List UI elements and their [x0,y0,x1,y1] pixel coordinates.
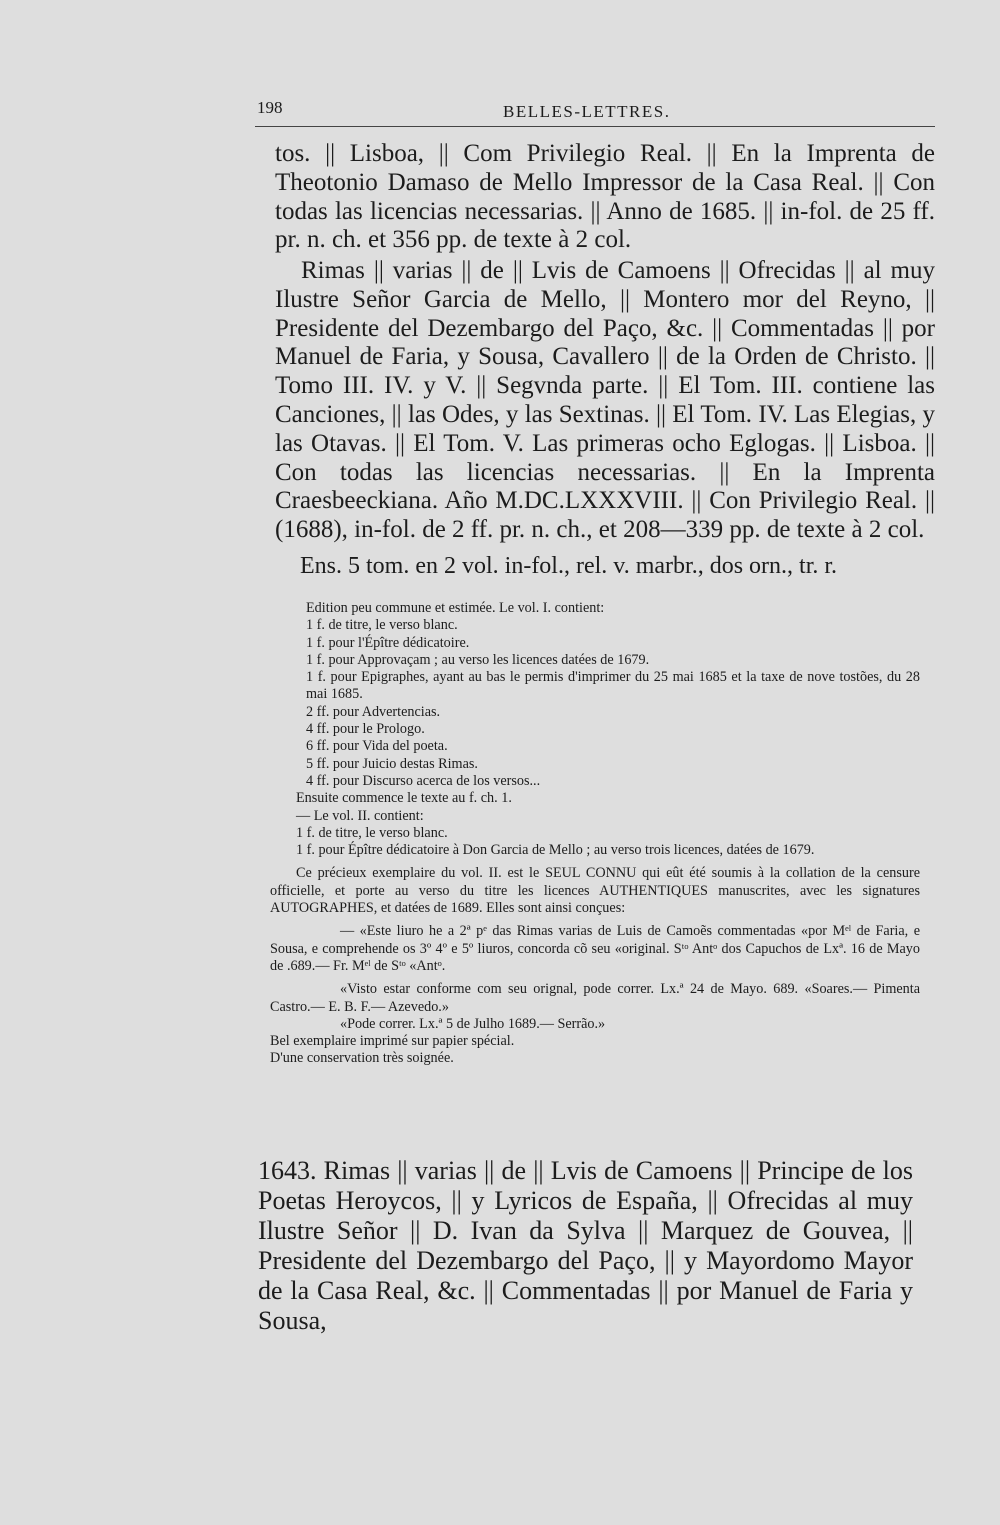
entry-continuation: tos. || Lisboa, || Com Privilegio Real. || En la Imprenta de Theotonio Damaso de Mello Impressor de la Casa Real. || Con todas las licencias necessarias. || Anno de 1685. || in-fol. de 25 ff. pr. n. ch. et 356 pp. de texte à 2 col. [275,140,935,254]
note-item: 5 ff. pour Juicio destas Rimas. [306,755,478,772]
entry-1643-text: Rimas || varias || de || Lvis de Camoens || Principe de los Poetas Heroycos, || y Lyricos de España, || Ofrecidas al muy Ilustre Señor || D. Ivan da Sylva || Marquez de Gouvea, || Presidente del Dezembargo del Paço, || y Mayordomo Mayor de la Casa Real, &c. || Commentadas || por Manuel de Faria y Sousa, [258,1156,914,1335]
edition-note: Edition peu commune et estimée. Le vol. I. contient: [306,600,605,616]
page-number: 198 [257,98,283,117]
entry-number: 1643. [258,1156,317,1185]
license-quote-2: «Visto estar conforme com seu orignal, pode correr. Lx.ª 24 de Mayo. 689. «Soares.— Pimenta Castro.— E. B. F.— Azevedo.» [270,981,920,1015]
note-item: 1 f. de titre, le verso blanc. [296,824,448,841]
closing-note: Bel exemplaire imprimé sur papier spécial. [270,1033,515,1050]
precieux-note: Ce précieux exemplaire du vol. II. est le SEUL CONNU qui eût été soumis à la collation de la censure officielle, et porte au verso du titre les licences AUTHENTIQUES manuscrites, avec les signatures AUTOGRAPHES, et datées de 1689. Elles sont ainsi conçues: [270,865,920,917]
note-item: 1 f. pour Épître dédicatoire à Don Garcia de Mello ; au verso trois licences, datées de 1679. [296,842,815,859]
license-quote-1: — «Este liuro he a 2ª pᵉ das Rimas varias de Luis de Camoẽs commentadas «por Mᵉˡ de Faria, e Sousa, e comprehende os 3º 4º e 5º liuros, concorda cõ seu «original. Sᵗᵒ Antᵒ dos Capuchos de Lxª. 16 de Mayo de .689.— Fr. Mᵉˡ de Sᵗᵒ «Antᵒ. [270,923,920,974]
note-item: 2 ff. pour Advertencias. [306,703,441,720]
note-item: Ensuite commence le texte au f. ch. 1. [296,790,512,807]
binding-description: Ens. 5 tom. en 2 vol. in-fol., rel. v. marbr., dos orn., tr. r. [300,553,838,579]
note-item: 1 f. pour Approvaçam ; au verso les licences datées de 1679. [306,651,650,668]
note-item: 1 f. pour Epigraphes, ayant au bas le permis d'imprimer du 25 mai 1685 et la taxe de nove tostões, du 28 mai 1685. [306,669,920,703]
note-item: 4 ff. pour Discurso acerca de los versos... [306,772,541,789]
entry-1643 [258,1156,913,1336]
closing-note: D'une conservation très soignée. [270,1050,454,1067]
running-title: BELLES-LETTRES. [503,102,671,121]
note-item: 6 ff. pour Vida del poeta. [306,738,448,755]
note-item: 1 f. de titre, le verso blanc. [306,617,458,634]
entry-rimas-varias-1688: Rimas || varias || de || Lvis de Camoens || Ofrecidas || al muy Ilustre Señor Garcia de Mello, || Montero mor del Reyno, || Presidente del Dezembargo del Paço, &c. || Commentadas || por Manuel de Faria, y Sousa, Cavallero || de la Orden de Christo. || Tomo III. IV. y V. || Segvnda parte. || El Tom. III. contiene las Canciones, || las Odes, y las Sextinas. || El Tom. IV. Las Elegias, y las Otavas. || El Tom. V. Las primeras ocho Eglogas. || Lisboa. || Con todas las licencias necessarias. || En la Imprenta Craesbeeckiana. Año M.DC.LXXXVIII. || Con Privilegio Real. || (1688), in-fol. de 2 ff. pr. n. ch., et 208—339 pp. de texte à 2 col. [275,257,935,544]
page-header [255,98,935,127]
note-item: — Le vol. II. contient: [296,807,424,824]
note-item: 1 f. pour l'Épître dédicatoire. [306,634,470,651]
bibliographic-notes [270,600,920,1068]
note-item: 4 ff. pour le Prologo. [306,721,425,738]
license-quote-3: «Pode correr. Lx.ª 5 de Julho 1689.— Serrão.» [340,1015,606,1032]
